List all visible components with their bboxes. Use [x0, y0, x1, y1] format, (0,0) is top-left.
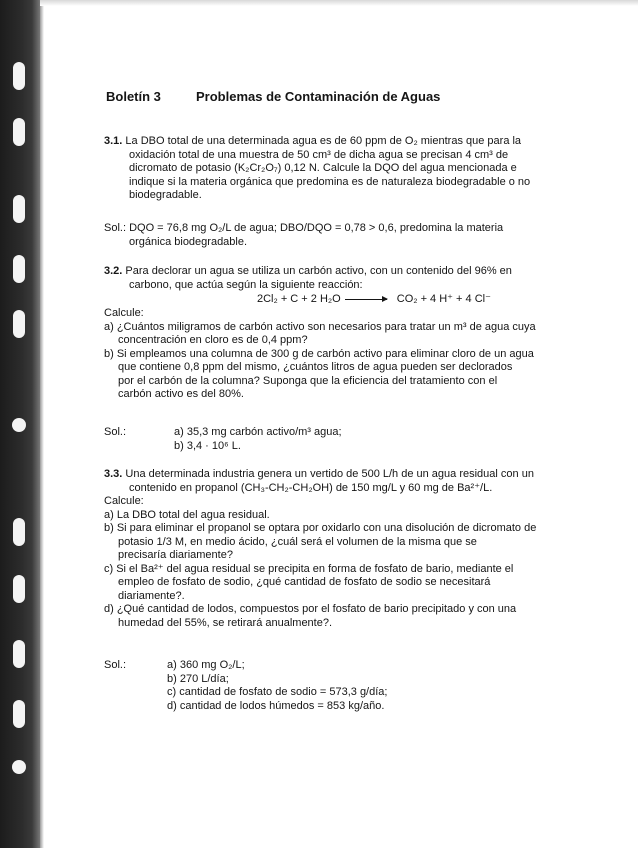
- problem-3-3: [104, 468, 536, 630]
- question-c-cont: empleo de fosfato de sodio, ¿qué cantidad de fosfato de sodio se necesitará: [118, 576, 491, 588]
- question-c-cont: diariamente?.: [118, 589, 185, 602]
- calcule-label: Calcule:: [104, 495, 144, 507]
- question-a: a) La DBO total del agua residual.: [104, 508, 270, 521]
- problem-text: biodegradable.: [129, 189, 202, 201]
- reaction-equation: [257, 293, 491, 306]
- problem-text: contenido en propanol (CH₃-CH₂-CH₂OH) de 150 mg/L y 60 mg de Ba²⁺/L.: [129, 481, 493, 494]
- question-d-cont: humedad del 55%, se retirará anualmente?.: [118, 616, 333, 629]
- solution-text: Sol.: DQO = 76,8 mg O₂/L de agua; DBO/DQO = 0,78 > 0,6, predomina la materia: [104, 222, 504, 234]
- solution-text: orgánica biodegradable.: [129, 235, 248, 248]
- question-b-cont: por el carbón de la columna? Suponga que la eficiencia del tratamiento con el: [118, 374, 498, 387]
- solution-c: c) cantidad de fosfato de sodio = 573,3 g/día;: [167, 686, 388, 698]
- page-title: Problemas de Contaminación de Aguas: [196, 89, 441, 104]
- solution-a: a) 360 mg O₂/L;: [167, 659, 245, 671]
- solution-label: Sol.:: [104, 426, 127, 438]
- problem-3-2: [104, 265, 512, 292]
- question-b-cont: precisaría diariamente?: [118, 549, 233, 561]
- problem-number: 3.2.: [104, 265, 123, 277]
- problem-text: carbono, que actúa según la siguiente reacción:: [129, 278, 363, 291]
- problem-text: Para declorar un agua se utiliza un carbón activo, con un contenido del 96% en: [125, 265, 512, 277]
- problem-3-1: [104, 135, 530, 203]
- question-b-cont: carbón activo es del 80%.: [118, 388, 244, 400]
- bulletin-number: Boletín 3: [106, 89, 161, 104]
- solution-d: d) cantidad de lodos húmedos = 853 kg/año.: [167, 699, 385, 712]
- reaction-reactants: 2Cl₂ + C + 2 H₂O: [257, 293, 341, 305]
- solution-3-1: [104, 222, 503, 249]
- solution-b: b) 270 L/día;: [167, 672, 229, 685]
- problem-text: Una determinada industria genera un vertido de 500 L/h de un agua residual con un: [125, 468, 534, 480]
- question-c: c) Si el Ba²⁺ del agua residual se precipita en forma de fosfato de bario, mediante el: [104, 562, 514, 575]
- solution-label: Sol.:: [104, 659, 127, 671]
- problem-text: indique si la materia orgánica que predomina es de naturaleza biodegradable o no: [129, 175, 531, 188]
- solution-3-2: [174, 426, 342, 453]
- solution-a: a) 35,3 mg carbón activo/m³ agua;: [174, 426, 342, 438]
- solution-3-3: [167, 659, 387, 713]
- question-d: d) ¿Qué cantidad de lodos, compuestos por el fosfato de bario precipitado y con una: [104, 603, 517, 615]
- solution-b: b) 3,4 · 10⁶ L.: [174, 439, 241, 452]
- problem-3-2-questions: [104, 307, 536, 402]
- calcule-label: Calcule:: [104, 307, 144, 319]
- question-a-cont: concentración en cloro es de 0,4 ppm?: [118, 334, 308, 346]
- problem-number: 3.3.: [104, 468, 123, 480]
- question-b-cont: que contiene 0,8 ppm del mismo, ¿cuántos litros de agua pueden ser declorados: [118, 361, 513, 373]
- reaction-products: CO₂ + 4 H⁺ + 4 Cl⁻: [396, 293, 491, 305]
- question-b-cont: potasio 1/3 M, en medio ácido, ¿cuál será el volumen de la misma que se: [118, 535, 477, 548]
- question-a: a) ¿Cuántos miligramos de carbón activo son necesarios para tratar un m³ de agua cuya: [104, 320, 536, 333]
- reaction-arrow-icon: [345, 299, 387, 300]
- problem-number: 3.1.: [104, 135, 123, 147]
- problem-text: dicromato de potasio (K₂Cr₂O₇) 0,12 N. Calcule la DQO del agua mencionada e: [129, 162, 517, 174]
- problem-text: oxidación total de una muestra de 50 cm³ de dicha agua se precisan 4 cm³ de: [129, 148, 509, 161]
- question-b: b) Si empleamos una columna de 300 g de carbón activo para eliminar cloro de un agua: [104, 347, 534, 360]
- question-b: b) Si para eliminar el propanol se optara por oxidarlo con una disolución de dicromato de: [104, 522, 537, 534]
- problem-text: La DBO total de una determinada agua es de 60 ppm de O₂ mientras que para la: [125, 135, 522, 147]
